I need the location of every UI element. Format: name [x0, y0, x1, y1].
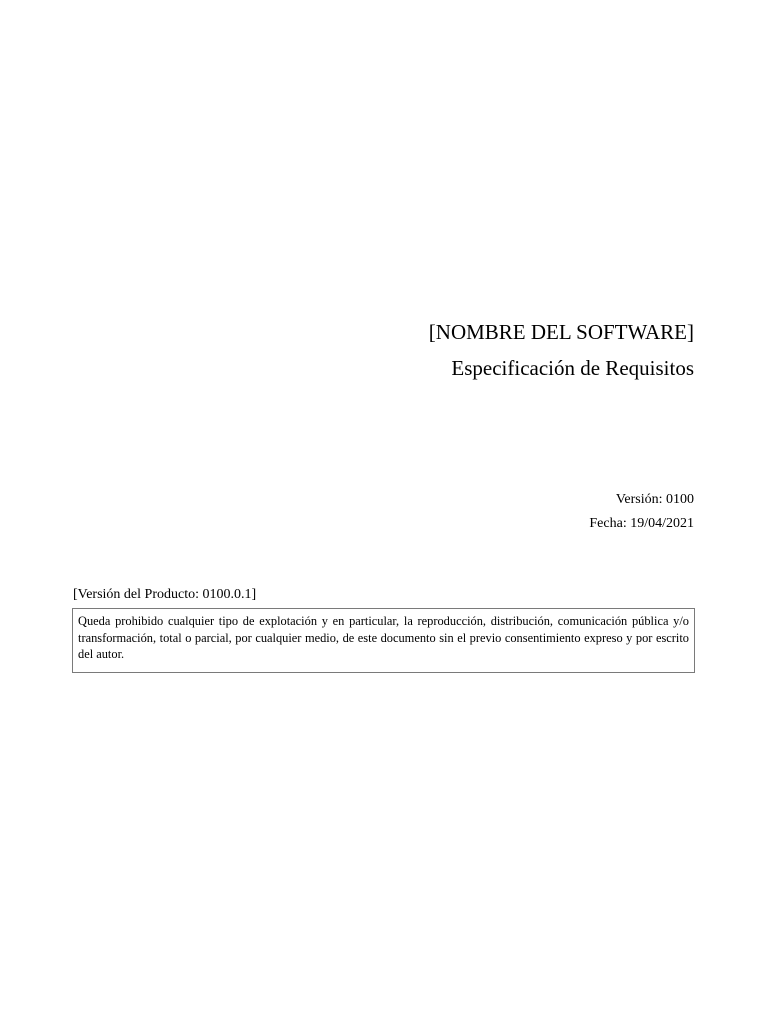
- software-name: [NOMBRE DEL SOFTWARE]: [428, 320, 694, 344]
- copyright-notice: Queda prohibido cualquier tipo de explotación y en particular, la reproducción, distribución, comunicación pública y/o transformación, total o parcial, por cualquier medio, de este documento sin el previo consentimiento expreso y por escrito del autor.: [72, 608, 695, 673]
- document-title: Especificación de Requisitos: [451, 356, 694, 380]
- title-block: [429, 318, 694, 382]
- date-line: Fecha: 19/04/2021: [589, 516, 694, 531]
- version-line: Versión: 0100: [615, 492, 694, 507]
- product-version: [Versión del Producto: 0100.0.1]: [73, 587, 257, 602]
- metadata-block: [589, 488, 694, 536]
